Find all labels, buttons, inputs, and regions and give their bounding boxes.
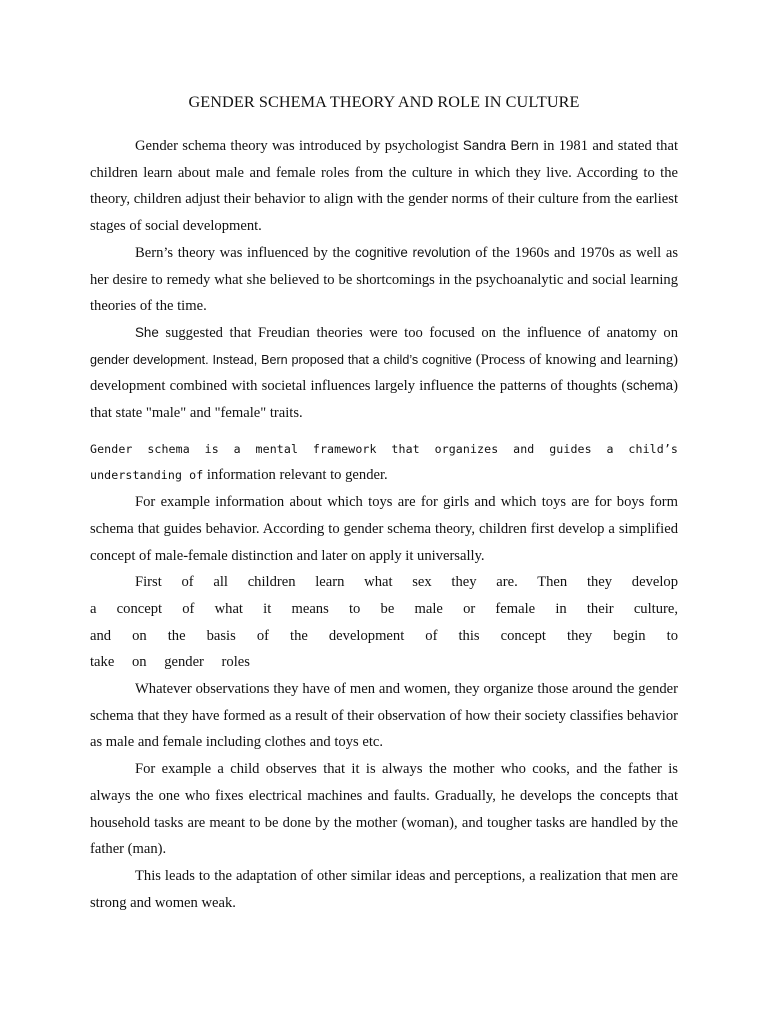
paragraph-5: For example information about which toys are for girls and which toys are for boys form schema that guides behavior. According to gender schema theory, children first develop a simplified concept of male-female distinction and later on apply it universally. bbox=[90, 494, 678, 564]
paragraph-3-text-d: ) that state "male" and "female" traits. bbox=[90, 378, 678, 422]
paragraph-3-text-c: (Process of knowing and learning) development combined with societal influences largely influence the patterns of thoughts ( bbox=[90, 351, 678, 395]
paragraph-3-schema: schema bbox=[626, 378, 674, 394]
paragraph-8: For example a child observes that it is always the mother who cooks, and the father is always the one who fixes electrical machines and faults. Gradually, he develops the concepts that household tasks are meant to be done by the mother (woman), and tougher tasks are handled by the father (man). bbox=[90, 761, 678, 858]
paragraph-1-name: Sandra Bern bbox=[462, 138, 539, 153]
paragraph-3 bbox=[90, 320, 678, 427]
paragraph-1-text-a: Gender schema theory was introduced by psychologist bbox=[135, 138, 463, 154]
paragraph-3-text-b: gender development. Instead, Bern proposed that a child’s cognitive bbox=[90, 352, 472, 367]
paragraph-1 bbox=[90, 133, 678, 240]
paragraph-7: Whatever observations they have of men and women, they organize those around the gender schema that they have formed as a result of their observation of how their society classifies behavior as male and female including clothes and toys etc. bbox=[90, 681, 678, 751]
paragraph-6: First of all children learn what sex they are. Then they develop a concept of what it means to be male or female in their culture, and on the basis of the development of this concept they begin to take on gender roles bbox=[90, 574, 678, 671]
paragraph-3-lead: She bbox=[135, 324, 159, 340]
paragraph-2-text-a: Bern’s theory was influenced by the bbox=[135, 244, 355, 261]
paragraph-2 bbox=[90, 240, 678, 320]
paragraph-4-text-a: Gender schema is a mental framework that organizes and guides a child’s understanding of bbox=[90, 441, 678, 483]
paragraph-9: This leads to the adaptation of other similar ideas and perceptions, a realization that men are strong and women weak. bbox=[90, 867, 678, 911]
document-page bbox=[90, 92, 678, 916]
document-title: GENDER SCHEMA THEORY AND ROLE IN CULTURE bbox=[188, 93, 580, 111]
paragraph-1-text-b: in 1981 and stated that children learn about male and female roles from the culture in which they live. According to the theory, children adjust their behavior to align with the gender norms of their culture from the earliest stages of social development. bbox=[90, 138, 679, 235]
paragraph-4 bbox=[90, 436, 678, 489]
paragraph-2-term: cognitive revolution bbox=[354, 244, 471, 260]
paragraph-3-text-a: suggested that Freudian theories were too focused on the influence of anatomy on bbox=[158, 324, 678, 341]
paragraph-2-text-b: of the 1960s and 1970s as well as her desire to remedy what she believed to be shortcomings in the psychoanalytic and social learning theories of the time. bbox=[90, 244, 679, 315]
paragraph-4-text-b: information relevant to gender. bbox=[203, 467, 388, 484]
